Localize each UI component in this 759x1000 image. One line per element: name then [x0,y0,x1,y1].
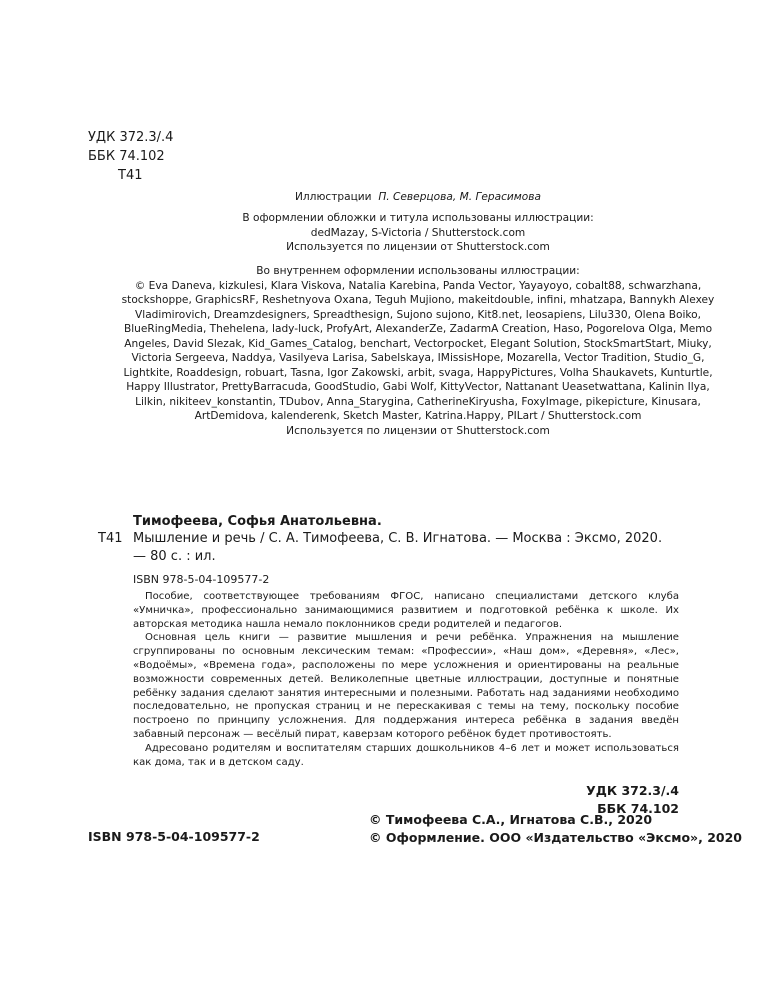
copyright-design: © Оформление. ООО «Издательство «Эксмо», 2020 [369,830,742,845]
copyright-block [369,811,742,847]
inner-credits-block [120,264,716,438]
illustrators-label: Иллюстрации [294,191,372,203]
illustrators-names: П. Северцова, М. Герасимова [378,191,542,203]
inner-credits-intro: Во внутреннем оформлении использованы иллюстрации: [256,265,580,277]
cover-credits: dedMazay, S-Victoria / Shutterstock.com [310,226,526,239]
annotation [133,590,679,769]
author-mark: Т41 [118,168,143,183]
cover-license: Используется по лицензии от Shutterstock.com [286,241,550,253]
annotation-paragraph: Основная цель книги — развитие мышления и речи ребёнка. Упражнения на мышление сгруппированы по основным лексическим темам: «Профессии», «Наш дом», «Деревня», «Лес», «Водоёмы», «Времена года», расположены по мере усложнения и ориентированы на реальные возможности современных детей. Великолепные цветные иллюстрации, доступные и понятные ребёнку задания сделают занятия интересными и полезными. Работать над заданиями необходимо последовательно, не пропуская страниц и не перескакивая с темы на тему, поскольку пособие построено по принципу усложнения. Для поддержания интереса ребёнка в задания введён забавный персонаж — весёлый пират, каверзам которого ребёнок будет противостоять. [133,632,679,740]
isbn-bottom: ISBN 978-5-04-109577-2 [88,829,260,844]
isbn-line: ISBN 978-5-04-109577-2 [133,573,270,586]
cover-credits-intro: В оформлении обложки и титула использованы иллюстрации: [242,212,594,224]
bbk-code-bottom: ББК 74.102 [597,801,679,816]
illustrators-line [120,190,716,205]
inner-credits: © Eva Daneva, kizkulesi, Klara Viskova, Natalia Karebina, Panda Vector, Yayayoyo, cobalt88, schwarzhana, stockshoppe, GraphicsRF, Reshetnyova Oxana, Teguh Mujiono, makeitdouble, infini, mhatzapa, Bannykh Alexey Vladimirovich, Dreamzdesigners, Spreadthesign, Sujono sujono, Kit8.net, leosapiens, Lilu330, Olena Boiko, BlueRingMedia, Thehelena, lady-luck, ProfyArt, AlexanderZe, ZadarmA Creation, Haso, Pogorelova Olga, Memo Angeles, David Slezak, Kid_Games_Catalog, benchart, Vectorpocket, Elegant Solution, StockSmartStart, Miuky, Victoria Sergeeva, Naddya, Vasilyeva Larisa, Sabelskaya, IMissisHope, Mozarella, Vector Tradition, Studio_G, Lightkite, Roaddesign, robuart, Tasna, Igor Zakowski, arbit, svaga, HappyPictures, Volha Shaukavets, Kunturtle, Happy Illustrator, PrettyBarracuda, GoodStudio, Gabi Wolf, KittyVector, Nattanant Ueasetwattana, Kalinin Ilya, Lilkin, nikiteev_konstantin, TDubov, Anna_Starygina, CatherineKiryusha, FoxyImage, pikepicture, Kinusara, ArtDemidova, kalenderenk, Sketch Master, Katrina.Happy, PILart / Shutterstock.com [121,279,715,422]
cover-credits-block [120,211,716,255]
udk-code: УДК 372.3/.4 [88,130,174,145]
udk-code-bottom: УДК 372.3/.4 [586,783,679,798]
annotation-paragraph: Пособие, соответствующее требованиям ФГОС, написано специалистами детского клуба «Умничка», профессионально занимающимися развитием и подготовкой ребёнка к школе. Их авторская методика нашла немало поклонников среди родителей и педагогов. [133,591,679,630]
udk-top-block [88,128,173,185]
bbk-code: ББК 74.102 [88,149,165,164]
inner-license: Используется по лицензии от Shutterstock.com [286,424,550,437]
book-author: Тимофеева, Софья Анатольевна. [133,514,382,529]
catalog-author-mark: Т41 [98,531,123,546]
annotation-paragraph: Адресовано родителям и воспитателям старших дошкольников 4–6 лет и может использоваться как дома, так и в детском саду. [133,742,679,768]
copyright-authors: © Тимофеева С.А., Игнатова С.В., 2020 [369,812,653,827]
bibliographic-title: Мышление и речь / С. А. Тимофеева, С. В. Игнатова. — Москва : Эксмо, 2020. — 80 с. : ил. [133,531,663,564]
